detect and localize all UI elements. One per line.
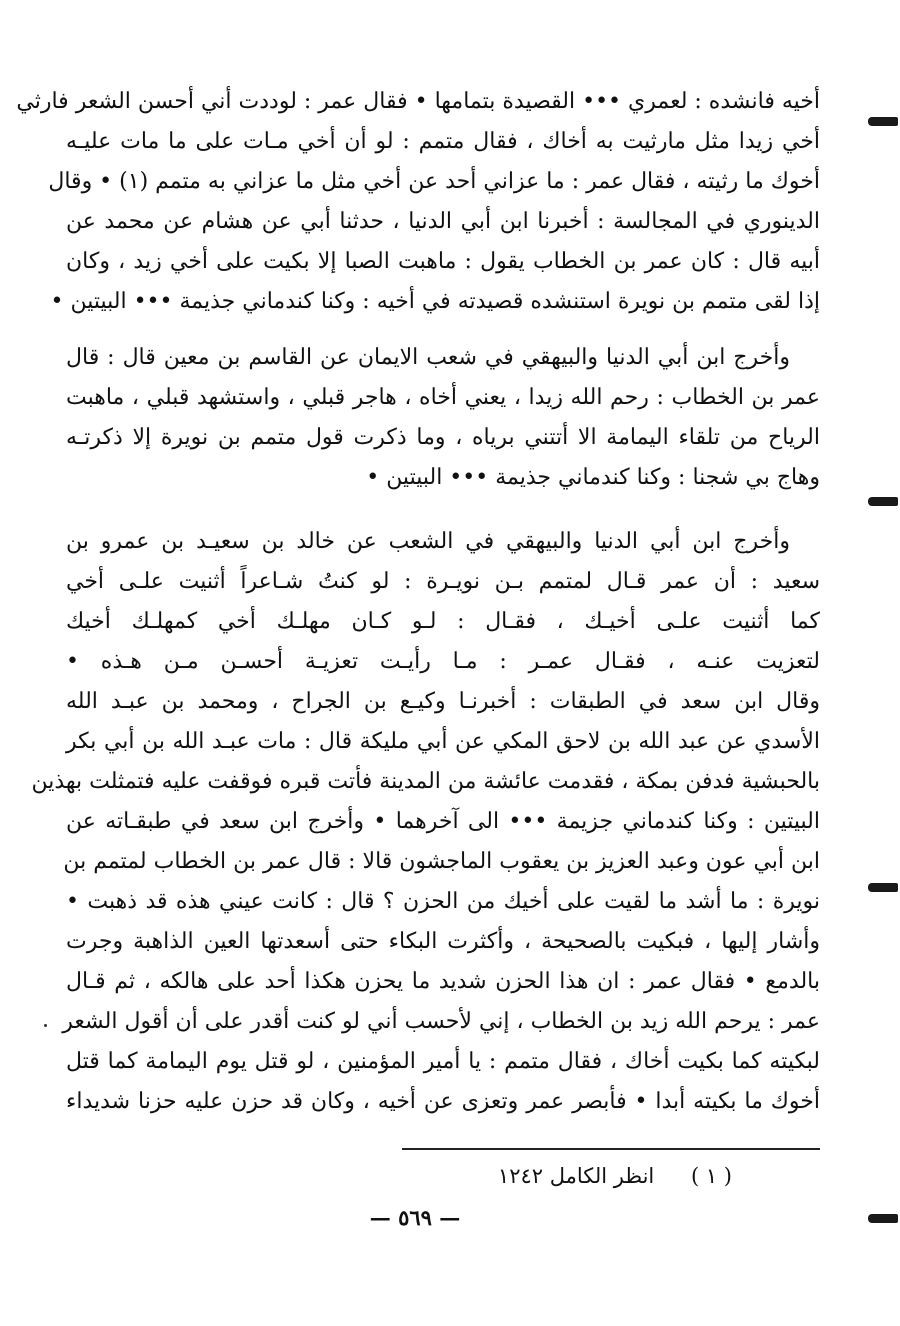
text-line: أبيه قال : كان عمر بن الخطاب يقول : ماهبت الصبا إلا بكيت على أخي زيد ، وكان: [66, 249, 820, 274]
text-line: وهاج بي شجنا : وكنا كندماني جذيمة ••• البيتين •: [366, 465, 820, 490]
text-line: إذا لقى متمم بن نويرة استنشده قصيدته في أخيه : وكنا كندماني جذيمة ••• البيتين •: [50, 289, 820, 314]
text-line: وأشار إليها ، فبكيت بالصحيحة ، وأكثرت البكاء حتى أسعدتها العين الذاهبة وجرت: [66, 929, 820, 954]
text-line: البيتين : وكنا كندماني جزيمة ••• الى آخرهما • وأخرج ابن سعد في طبقـاته عن: [66, 809, 820, 834]
scan-speck: [44, 1024, 47, 1027]
text-line: أخوك ما بكيته أبدا • فأبصر عمر وتعزى عن أخيه ، وكان قد حزن عليه حزنا شديداء: [66, 1089, 820, 1114]
paragraph-2: [66, 338, 820, 498]
text-line: بالدمع • فقال عمر : ان هذا الحزن شديد ما يحزن هكذا أحد على هالكه ، ثم قـال: [66, 969, 820, 994]
text-line: الدينوري في المجالسة : أخبرنا ابن أبي الدنيا ، حدثنا أبي عن هشام عن محمد عن: [66, 209, 820, 234]
scan-edge-mark: [868, 1214, 898, 1223]
paragraph-3: [31, 522, 820, 1122]
text-line: وأخرج ابن أبي الدنيا والبيهقي في الشعب عن خالد بن سعيـد بن عمرو بن: [66, 529, 790, 554]
page-number: — ٥٦٩ —: [369, 1205, 461, 1230]
text-line: نويرة : ما أشد ما لقيت على أخيك من الحزن ؟ قال : كانت عيني هذه قد ذهبت •: [66, 889, 820, 914]
footnote: [498, 1158, 732, 1194]
paragraph-1: [16, 82, 820, 322]
scan-edge-mark: [868, 117, 898, 126]
text-line: كما أثنيت علـى أخيـك ، فقـال : لـو كـان مهلـك أخي كمهلـك أخيك: [66, 609, 820, 634]
footnote-marker: ( ١ ): [690, 1164, 732, 1188]
text-line: الأسدي عن عبد الله بن لاحق المكي عن أبي مليكة قال : مات عبـد الله بن أبي بكر: [66, 729, 820, 754]
text-line: لبكيته كما بكيت أخاك ، فقال متمم : يا أمير المؤمنين ، لو قتل يوم اليمامة كما قتل: [66, 1049, 820, 1074]
text-line: الرياح من تلقاء اليمامة الا أتتني برياه ، وما ذكرت قول متمم بن نويرة إلا ذكرتـه: [66, 425, 820, 450]
text-line: أخوك ما رثيته ، فقال عمر : ما عزاني أحد عن أخي مثل ما عزاني به متمم (١) • وقال: [48, 169, 820, 194]
scan-edge-mark: [868, 883, 898, 892]
footnote-text: انظر الكامل ١٢٤٢: [497, 1164, 655, 1188]
text-line: وقال ابن سعد في الطبقات : أخبرنـا وكيـع بن الجراح ، ومحمد بن عبـد الله: [66, 689, 820, 714]
text-line: سعيد : أن عمر قـال لمتمم بـن نويـرة : لو كنتُ شـاعراً أثنيت علـى أخي: [66, 569, 820, 594]
text-line: عمر بن الخطاب : رحم الله زيدا ، يعني أخاه ، هاجر قبلي ، واستشهد قبلي ، ماهبت: [66, 385, 820, 410]
scan-edge-mark: [868, 497, 898, 506]
text-line: بالحبشية فدفن بمكة ، فقدمت عائشة من المدينة فأتت قبره فوقفت عليه فتمثلت بهذين: [31, 769, 820, 794]
text-line: وأخرج ابن أبي الدنيا والبيهقي في شعب الايمان عن القاسم بن معين قال : قال: [66, 345, 790, 370]
text-line: أخيه فانشده : لعمري ••• القصيدة بتمامها • فقال عمر : لوددت أني أحسن الشعر فارثي: [16, 89, 820, 114]
footnote-divider: [402, 1148, 820, 1150]
text-line: أخي زيدا مثل مارثيت به أخاك ، فقال متمم : لو أن أخي مـات على ما مات عليـه: [66, 129, 820, 154]
text-line: عمر : يرحم الله زيد بن الخطاب ، إني لأحسب أني لو كنت أقدر على أن أقول الشعر: [62, 1009, 820, 1034]
text-line: لتعزيت عنـه ، فقـال عمـر : مـا رأيـت تعزيـة أحسـن مـن هـذه •: [66, 649, 820, 674]
text-line: ابن أبي عون وعبد العزيز بن يعقوب الماجشون قالا : قال عمر بن الخطاب لمتمم بن: [63, 849, 820, 874]
